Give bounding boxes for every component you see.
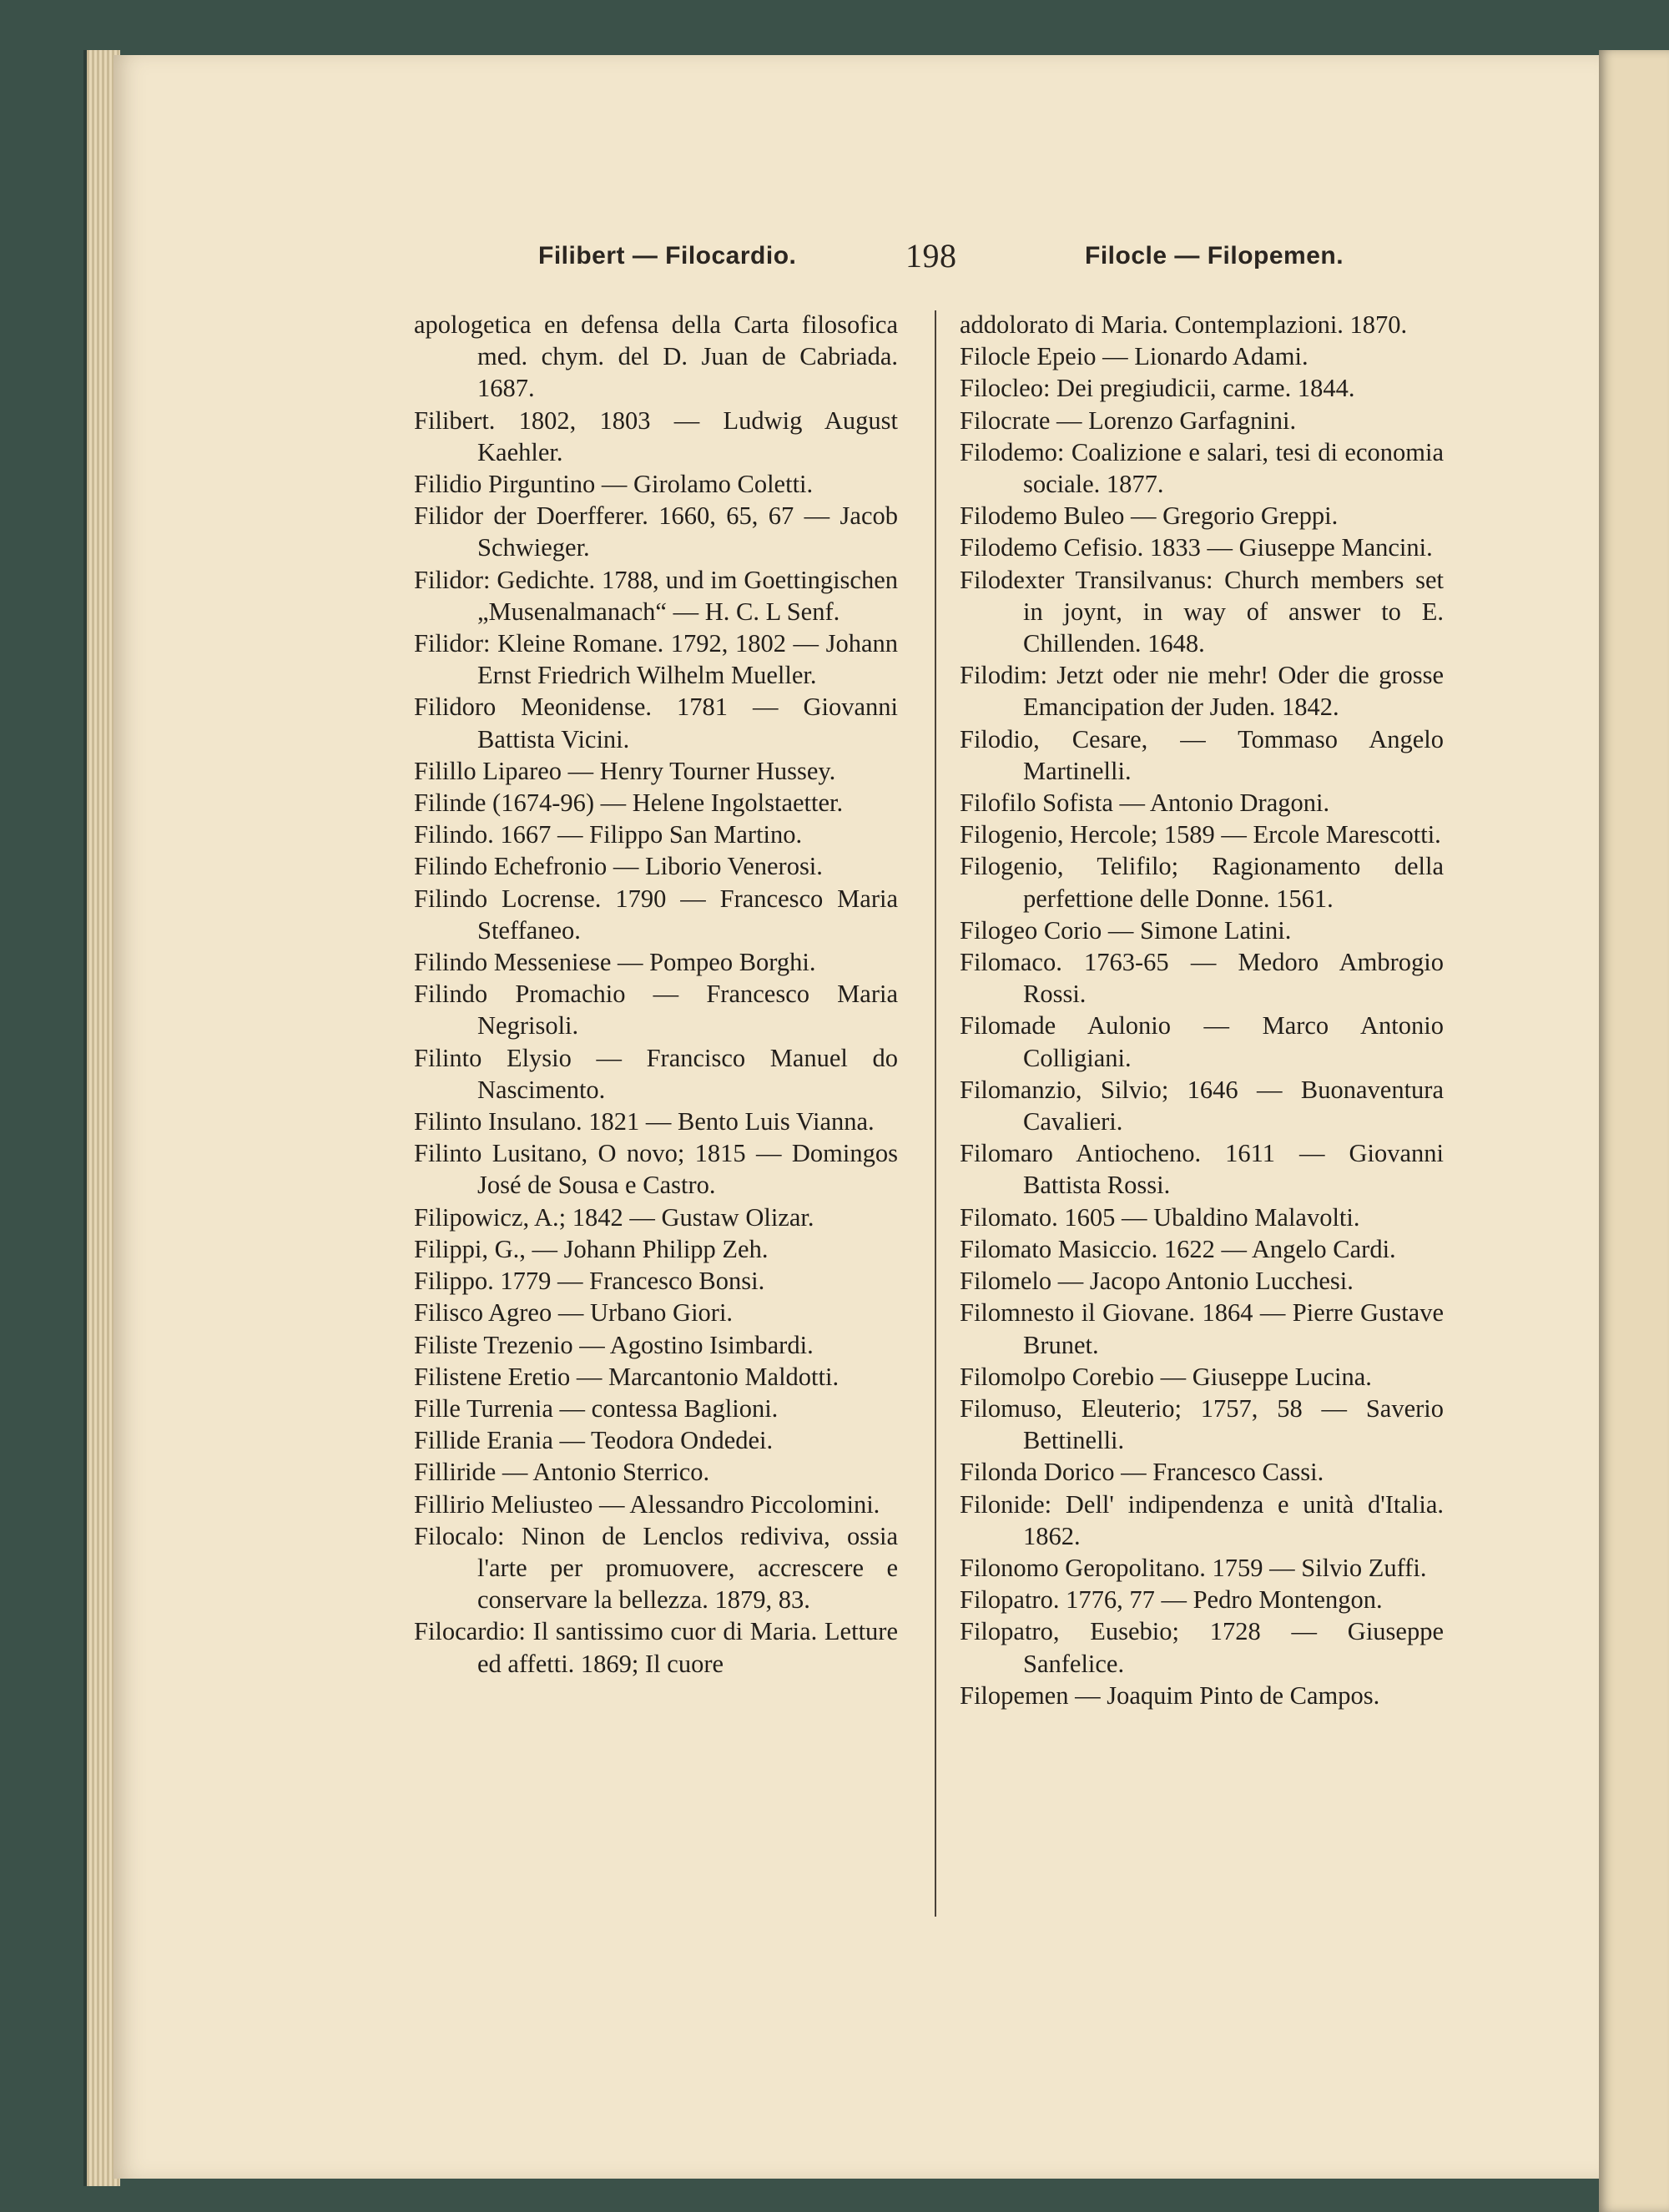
index-entry: Fillirio Meliusteo — Alessandro Piccolomini. [414, 1489, 880, 1519]
index-entry: Filomaro Antiocheno. 1611 — Giovanni Battista Rossi. [960, 1139, 1444, 1200]
index-entry: apologetica en defensa della Carta filosofica med. chym. del D. Juan de Cabriada. 1687. [414, 310, 898, 403]
index-entry: Filogenio, Telifilo; Ragionamento della perfettione delle Donne. 1561. [960, 852, 1444, 913]
index-entry: Fille Turrenia — contessa Baglioni. [414, 1393, 779, 1423]
index-entry: Filistene Eretio — Marcantonio Maldotti. [414, 1362, 840, 1391]
index-entry: Filocardio: Il santissimo cuor di Maria. Letture ed affetti. 1869; Il cuore [414, 1617, 898, 1678]
index-entry: Filocrate — Lorenzo Garfagnini. [960, 406, 1297, 435]
index-entry: Fillide Erania — Teodora Ondedei. [414, 1426, 774, 1455]
index-entry: Filonide: Dell' indipendenza e unità d'Italia. 1862. [960, 1489, 1444, 1550]
index-entry: Filopatro. 1776, 77 — Pedro Montengon. [960, 1585, 1383, 1615]
index-entry: Filomelo — Jacopo Antonio Lucchesi. [960, 1267, 1354, 1296]
index-entry: Filinde (1674-96) — Helene Ingolstaetter. [414, 789, 844, 818]
index-entry: Filindo Messeniese — Pompeo Borghi. [414, 948, 816, 977]
index-entry: Filodio, Cesare, — Tommaso Angelo Martinelli. [960, 724, 1444, 785]
index-entry: Filodemo: Coalizione e salari, tesi di economia sociale. 1877. [960, 437, 1444, 499]
index-entry: Filibert. 1802, 1803 — Ludwig August Kaehler. [414, 406, 898, 466]
index-entry: Filogeo Corio — Simone Latini. [960, 915, 1292, 945]
index-entry: Filomato Masiccio. 1622 — Angelo Cardi. [960, 1234, 1396, 1263]
index-entry: Filidor der Doerfferer. 1660, 65, 67 — Jacob Schwieger. [414, 501, 898, 562]
index-entry: Filliride — Antonio Sterrico. [414, 1458, 710, 1487]
index-entry: Filinto Lusitano, O novo; 1815 — Domingos José de Sousa e Castro. [414, 1139, 898, 1200]
index-entry: Filomanzio, Silvio; 1646 — Buonaventura Cavalieri. [960, 1075, 1444, 1136]
index-entry: Filocleo: Dei pregiudicii, carme. 1844. [960, 374, 1355, 403]
index-entry: Filocle Epeio — Lionardo Adami. [960, 342, 1308, 371]
index-entry: Filonda Dorico — Francesco Cassi. [960, 1458, 1324, 1487]
index-entry: Filipowicz, A.; 1842 — Gustaw Olizar. [414, 1202, 814, 1232]
index-entry: Filindo. 1667 — Filippo San Martino. [414, 820, 803, 849]
index-entry: Filogenio, Hercole; 1589 — Ercole Marescotti. [960, 820, 1441, 849]
index-entry: Filomuso, Eleuterio; 1757, 58 — Saverio Bettinelli. [960, 1393, 1444, 1455]
page-number: 198 [905, 237, 957, 275]
index-entry: Filomade Aulonio — Marco Antonio Colligiani. [960, 1011, 1444, 1072]
entries-column-left [414, 309, 898, 1680]
index-entry: Filillo Lipareo — Henry Tourner Hussey. [414, 756, 836, 785]
running-head-right: Filocle — Filopemen. [1085, 242, 1344, 270]
index-entry: Filiste Trezenio — Agostino Isimbardi. [414, 1330, 814, 1359]
index-entry: Filofilo Sofista — Antonio Dragoni. [960, 789, 1330, 818]
index-entry: Filidor: Gedichte. 1788, und im Goettingischen „Musenalmanach“ — H. C. L Senf. [414, 565, 898, 626]
index-entry: Filidoro Meonidense. 1781 — Giovanni Battista Vicini. [414, 693, 898, 753]
index-entry: Filomolpo Corebio — Giuseppe Lucina. [960, 1362, 1372, 1391]
index-entry: Filopatro, Eusebio; 1728 — Giuseppe Sanfelice. [960, 1617, 1444, 1678]
index-entry: Filippo. 1779 — Francesco Bonsi. [414, 1267, 765, 1296]
index-entry: Filodemo Cefisio. 1833 — Giuseppe Mancini. [960, 533, 1433, 562]
index-entry: Filodemo Buleo — Gregorio Greppi. [960, 501, 1339, 531]
running-head-left: Filibert — Filocardio. [538, 242, 797, 270]
index-entry: Filisco Agreo — Urbano Giori. [414, 1298, 734, 1328]
index-entry: Filonomo Geropolitano. 1759 — Silvio Zuffi. [960, 1553, 1427, 1582]
index-entry: Filodim: Jetzt oder nie mehr! Oder die grosse Emancipation der Juden. 1842. [960, 661, 1444, 722]
index-entry: Filomaco. 1763-65 — Medoro Ambrogio Rossi. [960, 948, 1444, 1009]
index-entry: Filomato. 1605 — Ubaldino Malavolti. [960, 1202, 1360, 1232]
index-entry: Filinto Insulano. 1821 — Bento Luis Vianna. [414, 1107, 875, 1136]
index-entry: Filindo Promachio — Francesco Maria Negrisoli. [414, 980, 898, 1040]
index-entry: Filocalo: Ninon de Lenclos rediviva, ossia l'arte per promuovere, accrescere e conservare la bellezza. 1879, 83. [414, 1521, 898, 1615]
index-entry: Filopemen — Joaquim Pinto de Campos. [960, 1680, 1380, 1710]
index-entry: Filindo Locrense. 1790 — Francesco Maria Steffaneo. [414, 884, 898, 945]
index-entry: addolorato di Maria. Contemplazioni. 1870. [960, 310, 1408, 339]
column-divider [935, 310, 936, 1917]
index-entry: Filidio Pirguntino — Girolamo Coletti. [414, 470, 814, 499]
facing-page-edge [1599, 50, 1669, 2212]
entries-column-right [960, 309, 1444, 1711]
index-entry: Filinto Elysio — Francisco Manuel do Nascimento. [414, 1043, 898, 1104]
index-entry: Filomnesto il Giovane. 1864 — Pierre Gustave Brunet. [960, 1298, 1444, 1359]
index-entry: Filippi, G., — Johann Philipp Zeh. [414, 1234, 769, 1263]
index-entry: Filidor: Kleine Romane. 1792, 1802 — Johann Ernst Friedrich Wilhelm Mueller. [414, 629, 898, 690]
index-entry: Filodexter Transilvanus: Church members set in joynt, in way of answer to E. Chillenden. 1648. [960, 565, 1444, 658]
index-entry: Filindo Echefronio — Liborio Venerosi. [414, 852, 823, 881]
